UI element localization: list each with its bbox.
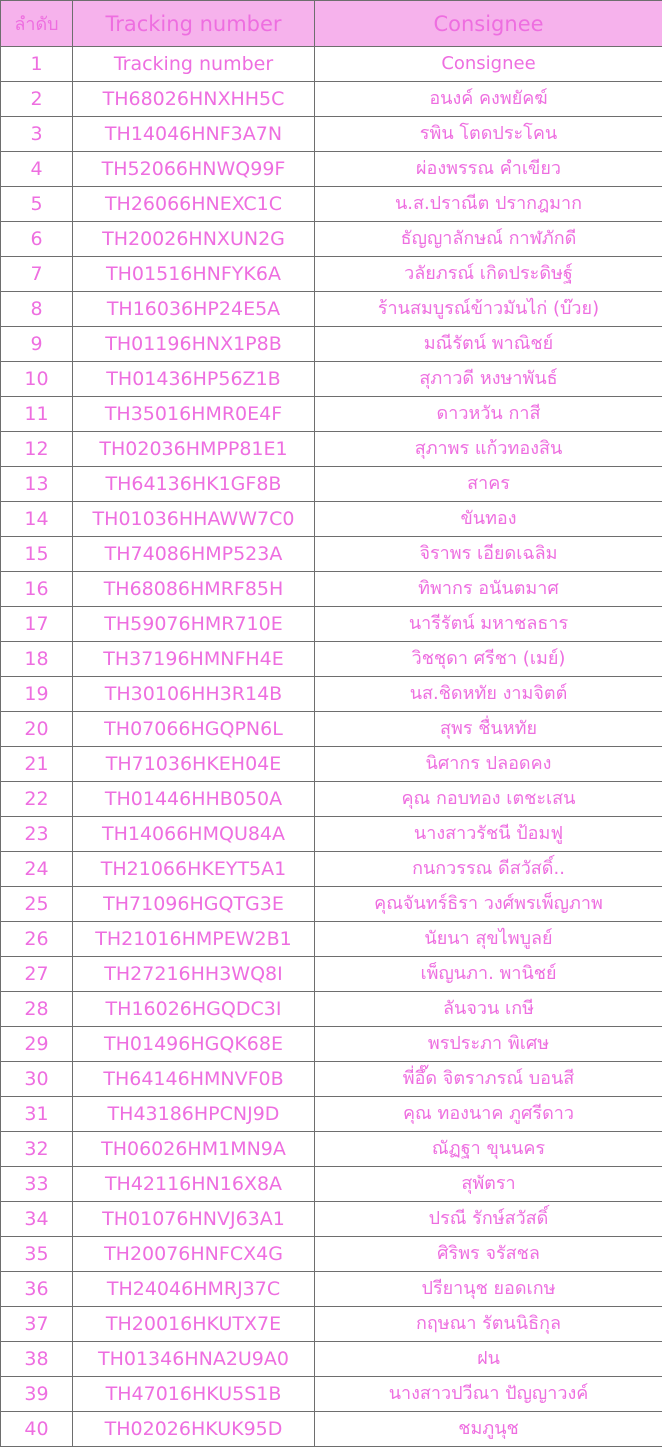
tracking-number-cell: TH02036HMPP81E1: [73, 432, 315, 467]
consignee-cell: เพ็ญนภา. พานิชย์: [315, 957, 662, 992]
row-number-cell: 9: [1, 327, 73, 362]
tracking-number-cell: TH01346HNA2U9A0: [73, 1342, 315, 1377]
table-row: [1, 607, 662, 642]
consignee-cell: ธัญญาลักษณ์ กาฬภักดี: [315, 222, 662, 257]
tracking-number-cell: TH24046HMRJ37C: [73, 1272, 315, 1307]
table-row: [1, 1097, 662, 1132]
consignee-cell: ทิพากร อนันตมาศ: [315, 572, 662, 607]
table-row: [1, 1132, 662, 1167]
table-row: [1, 922, 662, 957]
row-number-cell: 23: [1, 817, 73, 852]
consignee-cell: นส.ชิดหทัย งามจิตต์: [315, 677, 662, 712]
table-row: [1, 957, 662, 992]
consignee-cell: จิราพร เอียดเฉลิม: [315, 537, 662, 572]
tracking-number-cell: TH47016HKU5S1B: [73, 1377, 315, 1412]
row-number-cell: 25: [1, 887, 73, 922]
table-row: [1, 782, 662, 817]
table-row: [1, 432, 662, 467]
consignee-cell: ปรียานุช ยอดเกษ: [315, 1272, 662, 1307]
column-header-tracking: Tracking number: [73, 1, 315, 47]
tracking-number-cell: TH59076HMR710E: [73, 607, 315, 642]
tracking-number-cell: TH37196HMNFH4E: [73, 642, 315, 677]
consignee-cell: พี่อึ๊ด จิตราภรณ์ บอนสี: [315, 1062, 662, 1097]
consignee-cell: ผ่องพรรณ คำเขียว: [315, 152, 662, 187]
table-row: [1, 117, 662, 152]
row-number-cell: 40: [1, 1412, 73, 1447]
table-row: [1, 292, 662, 327]
consignee-cell: วลัยภรณ์ เกิดประดิษฐ์: [315, 257, 662, 292]
tracking-number-cell: TH14066HMQU84A: [73, 817, 315, 852]
tracking-number-cell: TH64146HMNVF0B: [73, 1062, 315, 1097]
consignee-cell: ณัฏฐา ขุนนคร: [315, 1132, 662, 1167]
column-header-consignee: Consignee: [315, 1, 662, 47]
row-number-cell: 27: [1, 957, 73, 992]
consignee-cell: ปรณี รักษ์สวัสดิ์: [315, 1202, 662, 1237]
consignee-cell: นารีรัตน์ มหาชลธาร: [315, 607, 662, 642]
consignee-cell: นางสาวรัชนี ป้อมฟู: [315, 817, 662, 852]
tracking-number-cell: TH07066HGQPN6L: [73, 712, 315, 747]
tracking-number-cell: TH01436HP56Z1B: [73, 362, 315, 397]
table-row: [1, 47, 662, 82]
tracking-number-cell: TH64136HK1GF8B: [73, 467, 315, 502]
tracking-number-cell: TH21016HMPEW2B1: [73, 922, 315, 957]
row-number-cell: 20: [1, 712, 73, 747]
table-row: [1, 502, 662, 537]
tracking-number-cell: TH27216HH3WQ8I: [73, 957, 315, 992]
row-number-cell: 18: [1, 642, 73, 677]
consignee-cell: นัยนา สุขไพบูลย์: [315, 922, 662, 957]
consignee-cell: สุพร ชื่นหทัย: [315, 712, 662, 747]
table-row: [1, 1237, 662, 1272]
table-row: [1, 82, 662, 117]
consignee-cell: Consignee: [315, 47, 662, 82]
row-number-cell: 12: [1, 432, 73, 467]
row-number-cell: 5: [1, 187, 73, 222]
row-number-cell: 17: [1, 607, 73, 642]
tracking-number-cell: TH20076HNFCX4G: [73, 1237, 315, 1272]
table-row: [1, 1412, 662, 1447]
tracking-number-cell: TH16036HP24E5A: [73, 292, 315, 327]
table-row: [1, 257, 662, 292]
table-row: [1, 817, 662, 852]
tracking-number-cell: TH01076HNVJ63A1: [73, 1202, 315, 1237]
table-row: [1, 1062, 662, 1097]
tracking-number-cell: Tracking number: [73, 47, 315, 82]
table-row: [1, 397, 662, 432]
row-number-cell: 38: [1, 1342, 73, 1377]
tracking-number-cell: TH01196HNX1P8B: [73, 327, 315, 362]
row-number-cell: 28: [1, 992, 73, 1027]
row-number-cell: 10: [1, 362, 73, 397]
row-number-cell: 15: [1, 537, 73, 572]
consignee-cell: ชมภูนุช: [315, 1412, 662, 1447]
table-row: [1, 1027, 662, 1062]
table-row: [1, 327, 662, 362]
consignee-cell: กฤษณา รัตนนิธิกุล: [315, 1307, 662, 1342]
consignee-cell: คุณจันทร์ธิรา วงศ์พรเพ็ญภาพ: [315, 887, 662, 922]
row-number-cell: 24: [1, 852, 73, 887]
consignee-cell: กนกวรรณ ดีสวัสดิ์..: [315, 852, 662, 887]
row-number-cell: 33: [1, 1167, 73, 1202]
table-row: [1, 572, 662, 607]
consignee-cell: ลันจวน เกษี: [315, 992, 662, 1027]
row-number-cell: 32: [1, 1132, 73, 1167]
consignee-cell: ร้านสมบูรณ์ข้าวมันไก่ (บ๊วย): [315, 292, 662, 327]
header-row: [1, 1, 662, 47]
table-row: [1, 222, 662, 257]
row-number-cell: 16: [1, 572, 73, 607]
table-row: [1, 992, 662, 1027]
table-row: [1, 362, 662, 397]
consignee-cell: นางสาวปวีณา ปัญญาวงค์: [315, 1377, 662, 1412]
table-row: [1, 642, 662, 677]
consignee-cell: สุภาพร แก้วทองสิน: [315, 432, 662, 467]
table-row: [1, 887, 662, 922]
row-number-cell: 36: [1, 1272, 73, 1307]
row-number-cell: 6: [1, 222, 73, 257]
tracking-number-cell: TH21066HKEYT5A1: [73, 852, 315, 887]
consignee-cell: น.ส.ปราณีต ปรากฎมาก: [315, 187, 662, 222]
consignee-cell: คุณ ทองนาค ภูศรีดาว: [315, 1097, 662, 1132]
row-number-cell: 1: [1, 47, 73, 82]
row-number-cell: 11: [1, 397, 73, 432]
consignee-cell: ศิริพร จรัสชล: [315, 1237, 662, 1272]
row-number-cell: 14: [1, 502, 73, 537]
tracking-number-cell: TH52066HNWQ99F: [73, 152, 315, 187]
tracking-number-cell: TH06026HM1MN9A: [73, 1132, 315, 1167]
tracking-number-cell: TH42116HN16X8A: [73, 1167, 315, 1202]
row-number-cell: 3: [1, 117, 73, 152]
tracking-number-cell: TH30106HH3R14B: [73, 677, 315, 712]
table-row: [1, 1202, 662, 1237]
table-row: [1, 187, 662, 222]
row-number-cell: 13: [1, 467, 73, 502]
tracking-number-cell: TH20026HNXUN2G: [73, 222, 315, 257]
tracking-number-cell: TH68086HMRF85H: [73, 572, 315, 607]
table-row: [1, 677, 662, 712]
table-row: [1, 467, 662, 502]
consignee-cell: สุพัตรา: [315, 1167, 662, 1202]
tracking-number-cell: TH02026HKUK95D: [73, 1412, 315, 1447]
consignee-cell: ฝน: [315, 1342, 662, 1377]
consignee-cell: มณีรัตน์ พาณิชย์: [315, 327, 662, 362]
tracking-number-cell: TH01036HHAWW7C0: [73, 502, 315, 537]
table-row: [1, 152, 662, 187]
column-header-number: ลำดับ: [1, 1, 73, 47]
consignee-cell: รพิน โตดประโคน: [315, 117, 662, 152]
row-number-cell: 39: [1, 1377, 73, 1412]
row-number-cell: 29: [1, 1027, 73, 1062]
tracking-number-cell: TH43186HPCNJ9D: [73, 1097, 315, 1132]
row-number-cell: 34: [1, 1202, 73, 1237]
row-number-cell: 8: [1, 292, 73, 327]
tracking-number-cell: TH20016HKUTX7E: [73, 1307, 315, 1342]
consignee-cell: ขันทอง: [315, 502, 662, 537]
consignee-cell: สาคร: [315, 467, 662, 502]
consignee-cell: วิชชุดา ศรีชา (เมย์): [315, 642, 662, 677]
tracking-number-cell: TH68026HNXHH5C: [73, 82, 315, 117]
row-number-cell: 19: [1, 677, 73, 712]
row-number-cell: 30: [1, 1062, 73, 1097]
table-row: [1, 537, 662, 572]
tracking-number-cell: TH26066HNEXC1C: [73, 187, 315, 222]
consignee-cell: พรประภา พิเศษ: [315, 1027, 662, 1062]
tracking-number-cell: TH71096HGQTG3E: [73, 887, 315, 922]
row-number-cell: 4: [1, 152, 73, 187]
tracking-number-cell: TH01446HHB050A: [73, 782, 315, 817]
row-number-cell: 26: [1, 922, 73, 957]
tracking-number-cell: TH01516HNFYK6A: [73, 257, 315, 292]
consignee-cell: นิศากร ปลอดคง: [315, 747, 662, 782]
consignee-cell: สุภาวดี หงษาพันธ์: [315, 362, 662, 397]
row-number-cell: 2: [1, 82, 73, 117]
table-row: [1, 1272, 662, 1307]
table-row: [1, 712, 662, 747]
tracking-number-cell: TH16026HGQDC3I: [73, 992, 315, 1027]
row-number-cell: 21: [1, 747, 73, 782]
consignee-cell: คุณ กอบทอง เตชะเสน: [315, 782, 662, 817]
tracking-number-cell: TH14046HNF3A7N: [73, 117, 315, 152]
table-row: [1, 852, 662, 887]
tracking-number-cell: TH71036HKEH04E: [73, 747, 315, 782]
row-number-cell: 35: [1, 1237, 73, 1272]
row-number-cell: 22: [1, 782, 73, 817]
row-number-cell: 37: [1, 1307, 73, 1342]
row-number-cell: 7: [1, 257, 73, 292]
table-body: [1, 47, 662, 1447]
table-row: [1, 1377, 662, 1412]
tracking-number-cell: TH74086HMP523A: [73, 537, 315, 572]
tracking-number-cell: TH35016HMR0E4F: [73, 397, 315, 432]
table-row: [1, 1307, 662, 1342]
table-row: [1, 747, 662, 782]
consignee-cell: อนงค์ คงพยัคฆ์: [315, 82, 662, 117]
consignee-cell: ดาวหวัน กาสี: [315, 397, 662, 432]
table-row: [1, 1167, 662, 1202]
table-row: [1, 1342, 662, 1377]
row-number-cell: 31: [1, 1097, 73, 1132]
tracking-number-cell: TH01496HGQK68E: [73, 1027, 315, 1062]
